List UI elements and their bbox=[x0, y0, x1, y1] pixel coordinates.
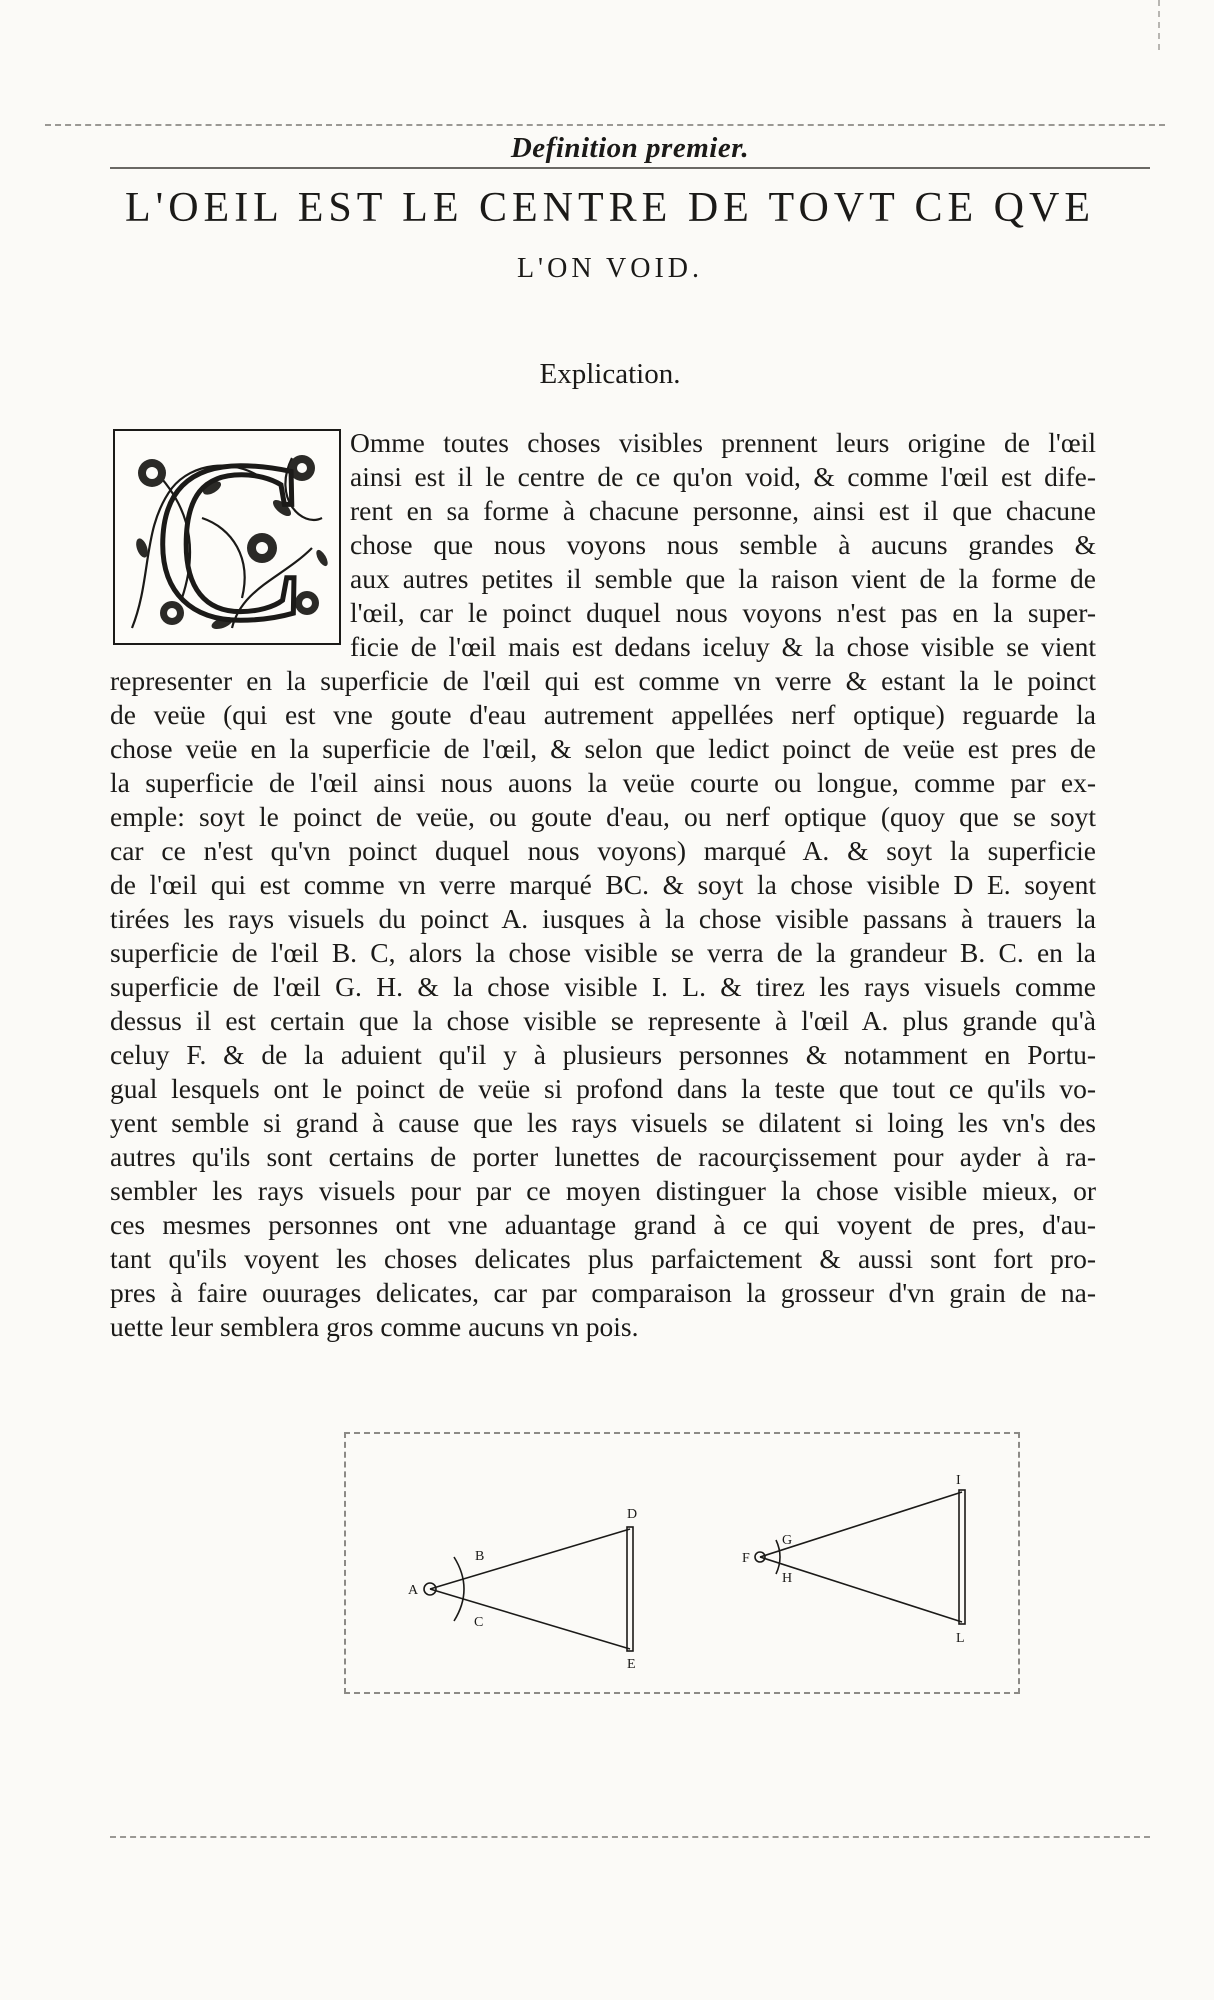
head-rule bbox=[110, 167, 1150, 169]
text-line: rent en sa forme à chacune personne, ainsi est il que chacune bbox=[350, 495, 1096, 526]
arc-b-c bbox=[454, 1557, 464, 1621]
text-line: la superficie de l'œil ainsi nous auons la veüe courte ou longue, comme par ex- bbox=[110, 767, 1096, 798]
text-line: yent semble si grand à cause que les rays visuels se dilatent si loing les vn's des bbox=[110, 1107, 1096, 1138]
label-f: F bbox=[742, 1551, 750, 1566]
ray-a-e bbox=[430, 1589, 630, 1649]
bottom-rule bbox=[110, 1836, 1150, 1838]
text-line: celuy F. & de la aduient qu'il y à plusieurs personnes & notamment en Portu- bbox=[110, 1039, 1096, 1070]
text-line: car ce n'est qu'vn poinct duquel nous voyons) marqué A. & soyt la superficie bbox=[110, 835, 1096, 866]
text-line: chose veüe en la superficie de l'œil, & selon que ledict poinct de veüe est pres de bbox=[110, 733, 1096, 764]
text-line: tant qu'ils voyent les choses delicates plus parfaictement & aussi sont fort pro- bbox=[110, 1243, 1096, 1274]
text-line: chose que nous voyons nous semble à aucuns grandes & bbox=[350, 529, 1096, 560]
arc-g-h bbox=[776, 1540, 780, 1574]
right-figure bbox=[755, 1490, 965, 1624]
text-line: Omme toutes choses visibles prennent leurs origine de l'œil bbox=[350, 427, 1096, 458]
text-line: tirées les rays visuels du poinct A. iusques à la chose visible passans à trauers la bbox=[110, 903, 1096, 934]
running-head: Definition premier. bbox=[510, 132, 750, 164]
text-line: superficie de l'œil G. H. & la chose visible I. L. & tirez les rays visuels comme bbox=[110, 971, 1096, 1002]
object-i-l bbox=[959, 1490, 965, 1624]
text-line: ficie de l'œil mais est dedans iceluy & la chose visible se vient bbox=[350, 631, 1096, 662]
label-d: D bbox=[627, 1507, 638, 1522]
left-figure bbox=[424, 1527, 633, 1651]
text-line: de l'œil qui est comme vn verre marqué BC. & soyt la chose visible D E. soyent bbox=[110, 869, 1096, 900]
text-line: gual lesquels ont le poinct de veüe si profond dans la teste que tout ce qu'ils vo- bbox=[110, 1073, 1096, 1104]
ray-f-l bbox=[760, 1557, 962, 1622]
label-c: C bbox=[474, 1615, 484, 1630]
visual-ray-diagram bbox=[344, 1432, 1020, 1694]
label-l: L bbox=[956, 1631, 965, 1646]
title-line-1: L'OEIL EST LE CENTRE DE TOVT CE QVE bbox=[124, 185, 1095, 231]
text-line: l'œil, car le poinct duquel nous voyons n'est pas en la super- bbox=[350, 597, 1096, 628]
text-line: aux autres petites il semble que la raison vient de la forme de bbox=[350, 563, 1096, 594]
title-line-2: L'ON VOID. bbox=[516, 253, 704, 284]
object-d-e bbox=[627, 1527, 633, 1651]
text-line: superficie de l'œil B. C, alors la chose visible se verra de la grandeur B. C. en la bbox=[110, 937, 1096, 968]
text-line: autres qu'ils sont certains de porter lunettes de racourçissement pour ayder à ra- bbox=[110, 1141, 1096, 1172]
right-margin-line bbox=[1158, 0, 1160, 50]
text-line: dessus il est certain que la chose visible se represente à l'œil A. plus grande qu'à bbox=[110, 1005, 1096, 1036]
top-rule bbox=[45, 124, 1165, 126]
section-subheading: Explication. bbox=[539, 358, 681, 390]
label-i: I bbox=[956, 1473, 961, 1488]
text-line: pres à faire ouurages delicates, car par comparaison la grosseur d'vn grain de na- bbox=[110, 1277, 1096, 1308]
label-g: G bbox=[782, 1533, 793, 1548]
text-line: representer en la superficie de l'œil qui est comme vn verre & estant la le poinct bbox=[110, 665, 1096, 696]
text-line: ainsi est il le centre de ce qu'on void, & comme l'œil est dife- bbox=[350, 461, 1096, 492]
label-a: A bbox=[408, 1583, 419, 1598]
label-h: H bbox=[782, 1571, 793, 1586]
text-line: ces mesmes personnes ont vne aduantage grand à ce qui voyent de pres, d'au- bbox=[110, 1209, 1096, 1240]
text-line: uette leur semblera gros comme aucuns vn pois. bbox=[110, 1311, 639, 1342]
text-line: sembler les rays visuels pour par ce moyen distinguer la chose visible mieux, or bbox=[110, 1175, 1096, 1206]
dropcap-letter: C bbox=[153, 428, 307, 646]
text-line: emple: soyt le poinct de veüe, ou goute d'eau, ou nerf optique (quoy que se soyt bbox=[110, 801, 1096, 832]
label-b: B bbox=[475, 1549, 485, 1564]
ray-a-d bbox=[430, 1529, 630, 1589]
ornamental-dropcap bbox=[112, 428, 342, 646]
label-e: E bbox=[627, 1657, 636, 1672]
text-line: de veüe (qui est vne goute d'eau autrement appellées nerf optique) reguarde la bbox=[110, 699, 1096, 730]
